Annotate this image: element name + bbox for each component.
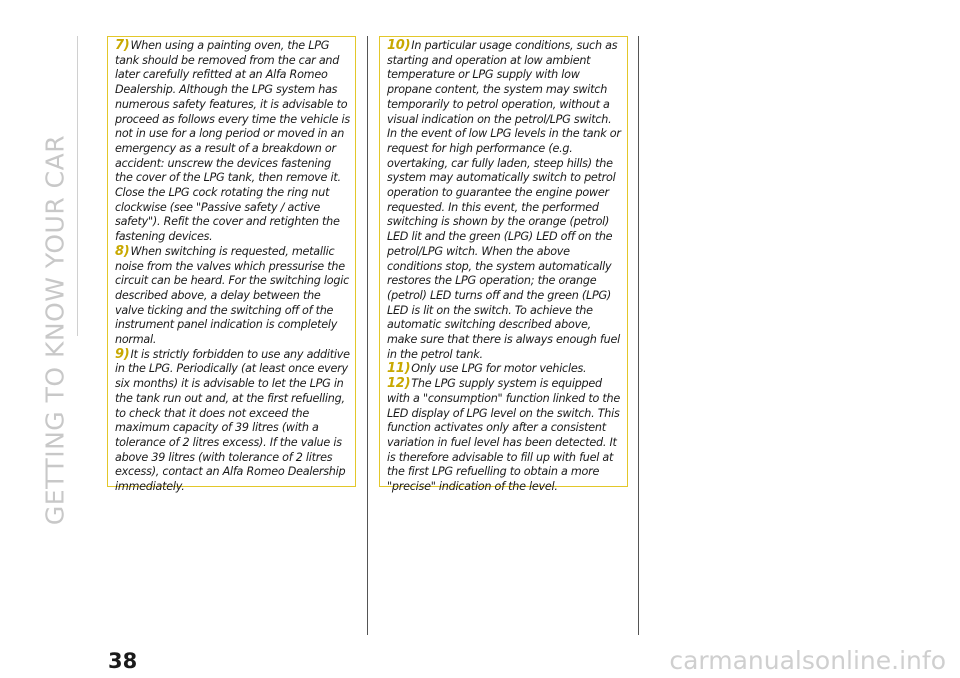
note-text: Only use LPG for motor vehicles. xyxy=(411,362,587,376)
note-number: 8) xyxy=(115,243,130,259)
section-title-text: GETTING TO KNOW YOUR CAR xyxy=(40,134,70,526)
side-divider xyxy=(77,36,78,336)
watermark: carmanualsonline.info xyxy=(669,646,946,675)
note-number: 9) xyxy=(115,346,130,362)
column-divider-right xyxy=(638,36,639,635)
note-item xyxy=(115,39,350,245)
note-text: It is strictly forbidden to use any additive in the LPG. Periodically (at least once every six months) it is advisable to let the LPG in the tank run out and, at the first refuelling, to check that it does not exceed the maximum capacity of 39 litres (with a tolerance of 2 litres excess). If the value is above 39 litres (with tolerance of 2 litres excess), contact an Alfa Romeo Dealership immediately. xyxy=(115,347,350,494)
note-text: When using a painting oven, the LPG tank should be removed from the car and later carefully refitted at an Alfa Romeo Dealership. Although the LPG system has numerous safety features, it is advisable to proceed as follows every time the vehicle is not in use for a long period or moved in an emergency as a result of a breakdown or accident: unscrew the devices fastening the cover of the LPG tank, then remove it. Close the LPG cock rotating the ring nut clockwise (see "Passive safety / active safety"). Refit the cover and retighten the fastening devices. xyxy=(115,39,350,244)
page-number: 38 xyxy=(108,649,138,673)
note-item xyxy=(387,377,622,495)
note-number: 12) xyxy=(387,376,411,392)
note-item xyxy=(115,245,350,348)
note-item xyxy=(387,39,622,362)
note-item xyxy=(115,348,350,495)
note-text: When switching is requested, metallic noise from the valves which pressurise the circuit can be heard. For the switching logic described above, a delay between the valve ticking and the switching off of the instrument panel indication is completely normal. xyxy=(115,244,349,347)
note-number: 7) xyxy=(115,38,130,53)
notes-box-left xyxy=(107,36,356,494)
note-text: In particular usage conditions, such as starting and operation at low ambient temperature or LPG supply with low propane content, the system may switch temporarily to petrol operation, without a visual indication on the petrol/LPG switch. In the event of low LPG levels in the tank or request for high performance (e.g. overtaking, car fully laden, steep hills) the system may automatically switch to petrol operation to guarantee the engine power requested. In this event, the performed switching is shown by the orange (petrol) LED lit and the green (LPG) LED off on the petrol/LPG witch. When the above conditions stop, the system automatically restores the LPG operation; the orange (petrol) LED turns off and the green (LPG) LED is lit on the switch. To achieve the automatic switching described above, make sure that there is always enough fuel in the petrol tank. xyxy=(387,39,621,361)
note-number: 10) xyxy=(387,38,411,53)
note-text: The LPG supply system is equipped with a "consumption" function linked to the LED display of LPG level on the switch. This function activates only after a consistent variation in fuel level has been detected. It is therefore advisable to fill up with fuel at the first LPG refuelling to obtain a more "precise" indication of the level. xyxy=(387,377,620,494)
notes-box-right xyxy=(379,36,628,494)
note-item xyxy=(387,362,622,377)
note-number: 11) xyxy=(387,361,411,377)
column-divider-middle xyxy=(367,36,368,635)
